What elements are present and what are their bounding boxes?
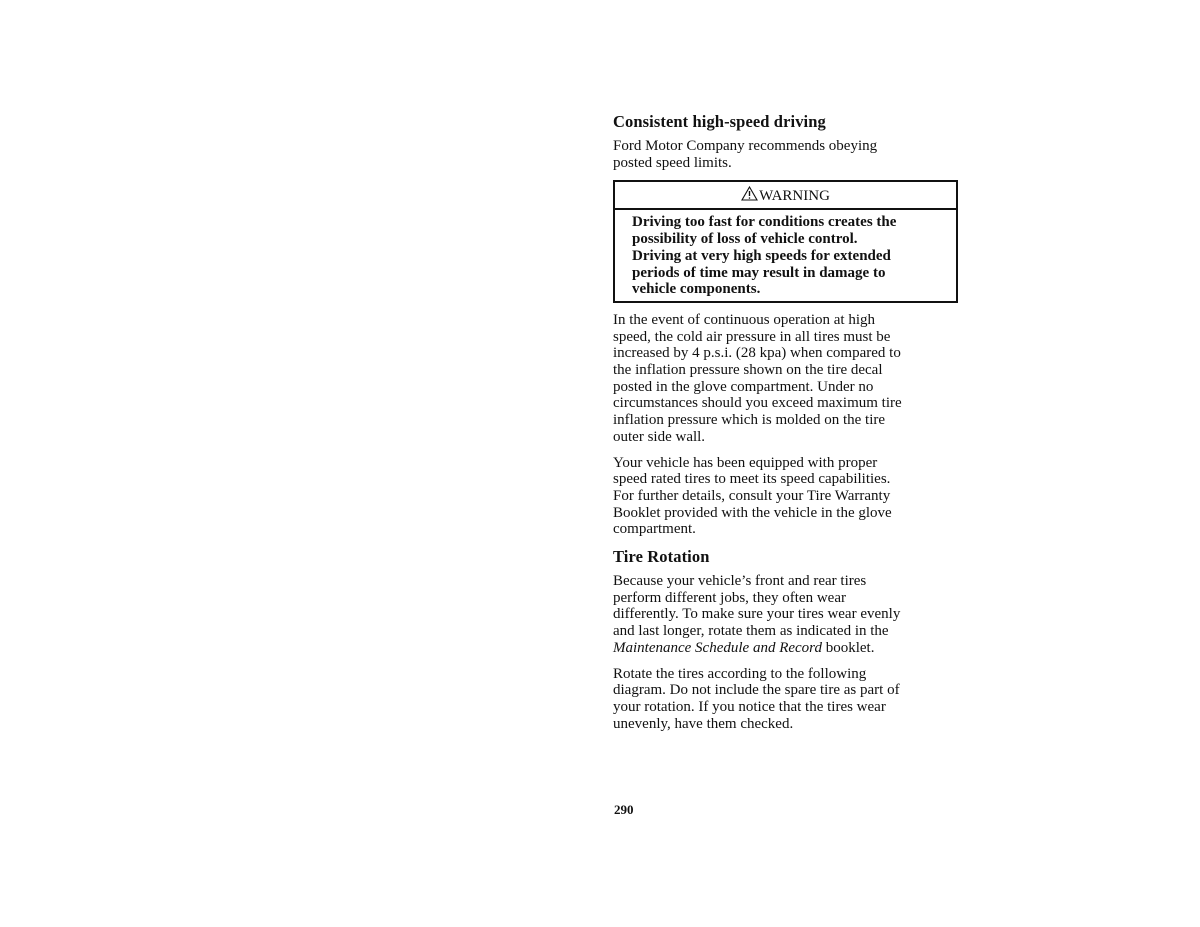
high-speed-intro-paragraph: Ford Motor Company recommends obeying posted speed limits. — [613, 138, 878, 171]
page-number: 290 — [614, 802, 634, 817]
tire-rotation-paragraph — [613, 573, 958, 657]
warning-triangle-icon — [741, 183, 758, 211]
maintenance-schedule-title: Maintenance Schedule and Record — [613, 639, 822, 656]
section-heading-high-speed-driving: Consistent high-speed driving — [613, 112, 826, 131]
warning-header — [615, 182, 956, 210]
tire-rotation-text-start: Because your vehicle’s front and rear tires perform different jobs, they often wear differently. To make sure your tires wear evenly and last longer, rotate them as indicated in the — [613, 573, 901, 640]
rotation-diagram-paragraph: Rotate the tires according to the following diagram. Do not include the spare tire as part of your rotation. If you notice that the tires wear unevenly, have them checked. — [613, 665, 900, 732]
warning-title: WARNING — [759, 188, 830, 205]
warning-text: Driving too fast for conditions creates the possibility of loss of vehicle control. Driving at very high speeds for extended periods of time may result in damage to vehicle components. — [632, 214, 897, 298]
warning-box — [613, 180, 958, 303]
speed-rated-tires-paragraph: Your vehicle has been equipped with proper speed rated tires to meet its speed capabilities. For further details, consult your Tire Warranty Booklet provided with the vehicle in the glove compartment. — [613, 454, 892, 538]
section-heading-tire-rotation: Tire Rotation — [613, 547, 710, 567]
manual-page-column — [613, 112, 958, 741]
tire-rotation-text-end: booklet. — [821, 639, 875, 656]
tire-pressure-paragraph: In the event of continuous operation at high speed, the cold air pressure in all tires must be increased by 4 p.s.i. (28 kpa) when compared to the inflation pressure shown on the tire decal posted in the glove compartment. Under no circumstances should you exceed maximum tire inflation pressure which is molded on the tire outer side wall. — [613, 311, 902, 445]
